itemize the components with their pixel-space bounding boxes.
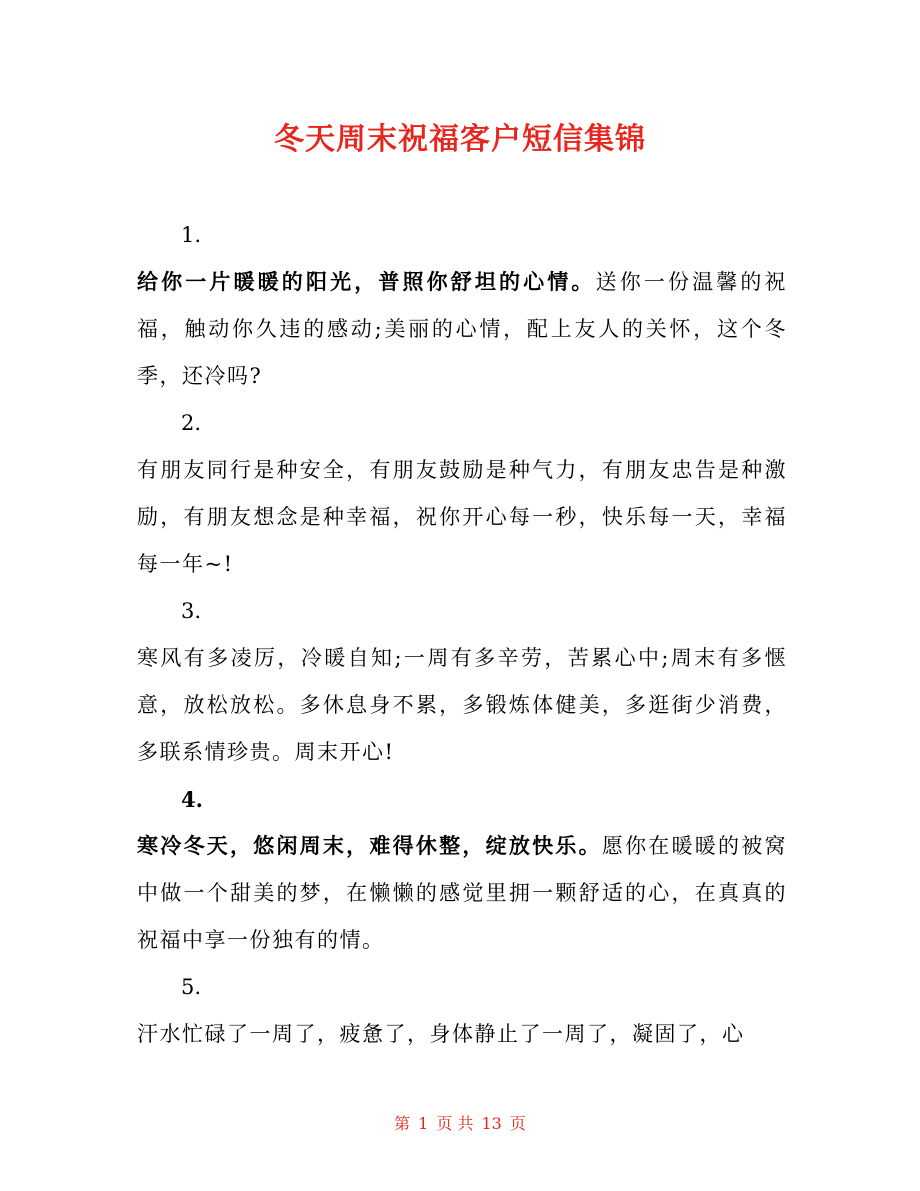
- footer-total-pages: 13: [481, 1114, 502, 1133]
- item-number: 2.: [181, 411, 202, 435]
- item-text: [137, 447, 787, 588]
- item-text: [137, 635, 787, 776]
- item-body-text: 送你一份温馨的祝福，触动你久违的感动;美丽的心情，配上友人的关怀，这个冬季，还冷吗?: [137, 270, 788, 388]
- item-number: 3.: [181, 599, 202, 623]
- item-bold-text: 寒冷冬天，悠闲周末，难得休整，绽放快乐。: [137, 834, 602, 858]
- item-number: 1.: [181, 223, 202, 247]
- item-body-text: 汗水忙碌了一周了，疲惫了，身体静止了一周了，凝固了，心: [137, 1022, 745, 1046]
- item-body-text: 有朋友同行是种安全，有朋友鼓励是种气力，有朋友忠告是种激励，有朋友想念是种幸福，祝你开心每一秒，快乐每一天，幸福每一年~!: [137, 458, 787, 576]
- list-item: [137, 776, 787, 964]
- item-body-text: 寒风有多凌厉，冷暖自知;一周有多辛劳，苦累心中;周末有多惬意，放松放松。多休息身不累，多锻炼体健美，多逛街少消费，多联系情珍贵。周末开心!: [137, 646, 787, 764]
- document-body: [137, 212, 787, 1058]
- item-text: [137, 823, 787, 964]
- footer-page-number: 1: [418, 1114, 429, 1133]
- list-item: [137, 212, 787, 400]
- footer-suffix: 页: [509, 1114, 526, 1133]
- page-footer: [0, 1112, 920, 1136]
- item-text: [137, 259, 787, 400]
- footer-prefix: 第: [394, 1114, 411, 1133]
- item-bold-text: 给你一片暖暖的阳光，普照你舒坦的心情。: [137, 270, 596, 294]
- item-number: 5.: [181, 975, 202, 999]
- document-title: 冬天周末祝福客户短信集锦: [274, 122, 646, 157]
- item-number: 4.: [181, 787, 203, 812]
- list-item: [137, 588, 787, 776]
- list-item: [137, 964, 787, 1058]
- footer-middle: 页 共: [436, 1114, 474, 1133]
- item-body-text: 愿你在暖暖的被窝中做一个甜美的梦，在懒懒的感觉里拥一颗舒适的心，在真真的祝福中享一份独有的情。: [137, 834, 788, 952]
- item-text: [137, 1011, 787, 1058]
- list-item: [137, 400, 787, 588]
